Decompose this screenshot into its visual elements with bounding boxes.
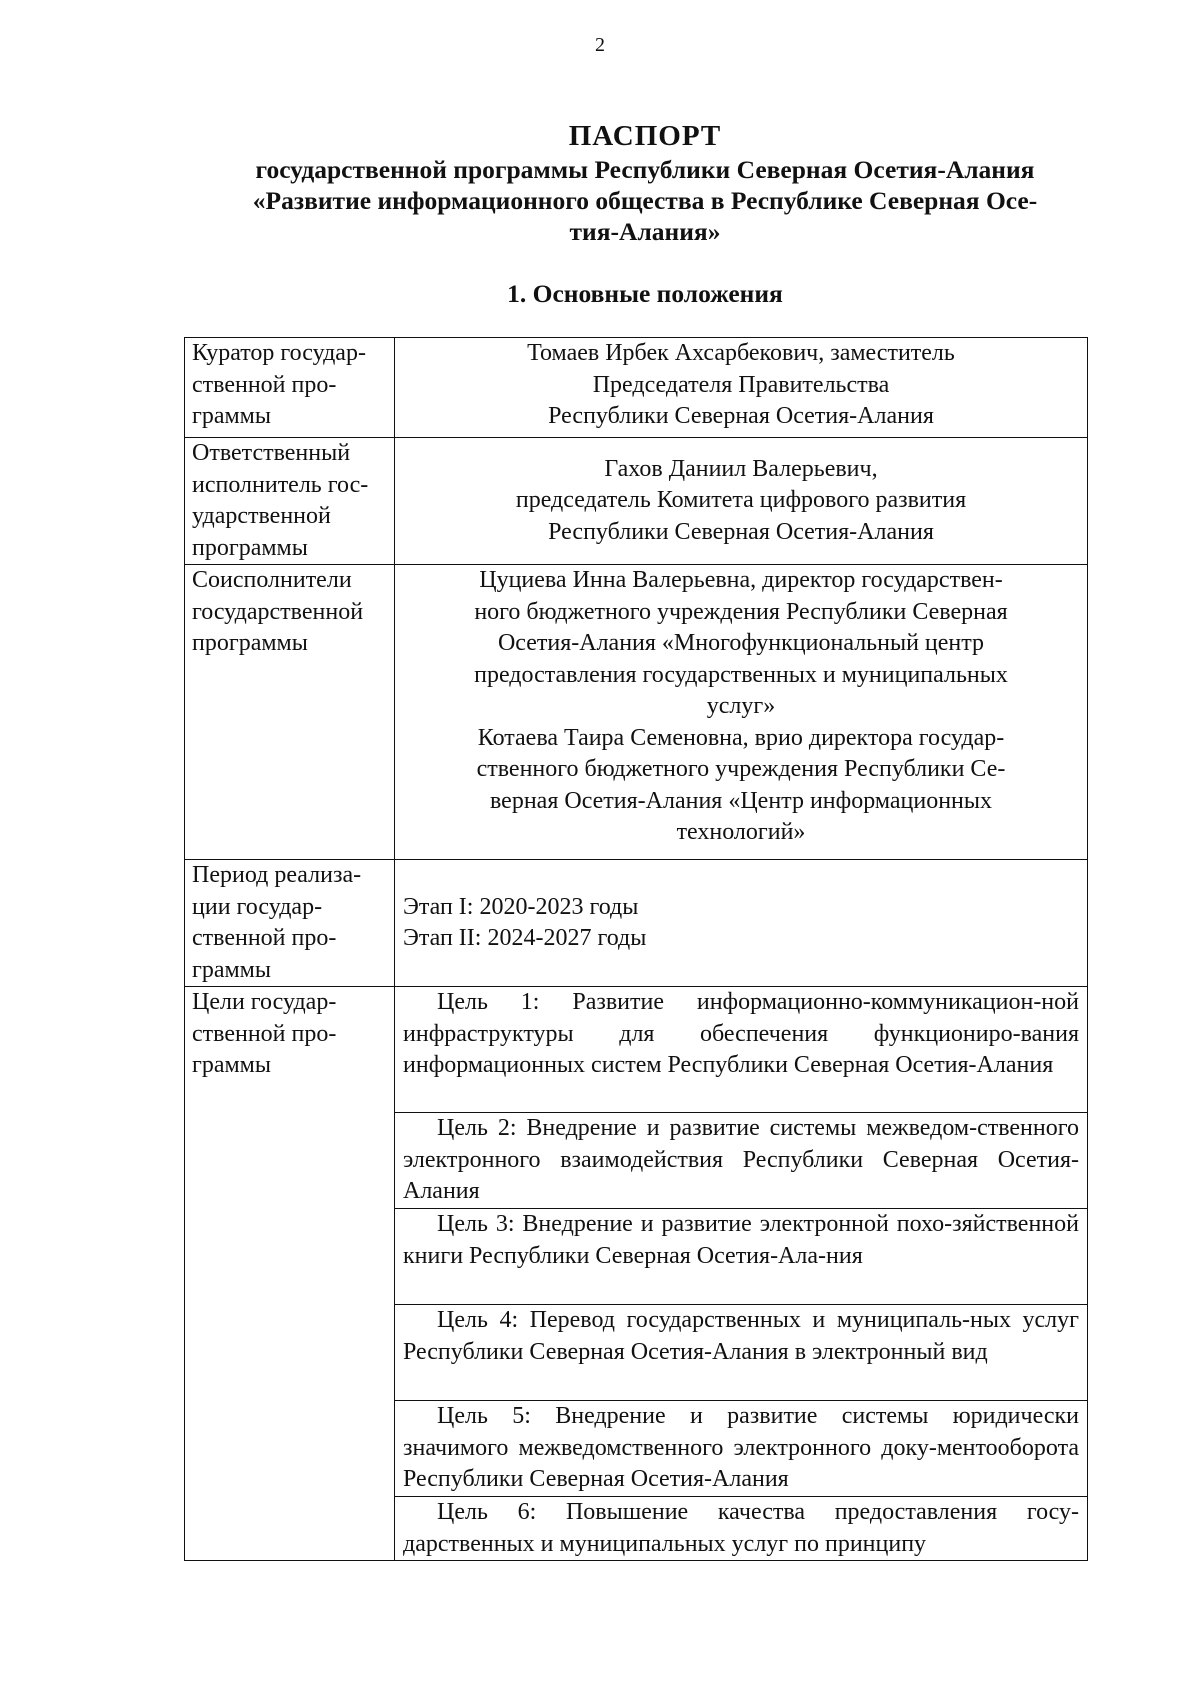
period-stage-1: Этап I: 2020-2023 годы [403, 893, 639, 920]
coexecutors-value-line: ственного бюджетного учреждения Республики Се- [476, 756, 1006, 782]
goal-cell-3: Цель 3: Внедрение и развитие электронной похо-зяйственной книги Республики Северная Осетия-Ала-ния [395, 1209, 1088, 1305]
curator-value-line: Республики Северная Осетия-Алания [548, 403, 934, 429]
coexecutors-value-line: Цуциева Инна Валерьевна, директор государствен- [479, 567, 1003, 593]
goals-label-line: граммы [192, 1052, 271, 1078]
curator-label-line: граммы [192, 403, 271, 429]
curator-label-cell [185, 338, 395, 438]
responsible-value-line: председатель Комитета цифрового развития [515, 487, 967, 514]
responsible-value-line: Республики Северная Осетия-Алания [548, 518, 934, 545]
responsible-value-cell [395, 438, 1088, 565]
document-title: ПАСПОРТ [568, 120, 722, 152]
document-subtitle-line-1: государственной программы Республики Северная Осетия-Алания [255, 155, 1035, 184]
responsible-label-line: исполнитель гос- [192, 471, 369, 498]
section-heading: 1. Основные положения [507, 279, 783, 308]
period-label-line: ции государ- [192, 893, 323, 920]
goal-cell-5: Цель 5: Внедрение и развитие системы юридически значимого межведомственного электронного доку-ментооборота Республики Северная Осетия-Алания [395, 1401, 1088, 1497]
curator-value-cell [395, 338, 1088, 438]
period-stage-2: Этап II: 2024-2027 годы [403, 925, 647, 951]
document-subtitle-line-3: тия-Алания» [569, 217, 721, 246]
curator-label-line: ственной про- [192, 371, 337, 398]
table-row-coexecutors [185, 565, 1088, 860]
goals-label-cell [185, 987, 395, 1561]
responsible-value-line: Гахов Даниил Валерьевич, [604, 455, 878, 482]
coexecutors-value-line: верная Осетия-Алания «Центр информационных [489, 787, 993, 814]
coexecutors-label-line: Соисполнители [192, 567, 352, 593]
document-title-block [180, 118, 1110, 247]
coexecutors-label-line: программы [192, 630, 308, 656]
curator-value-line: Томаев Ирбек Ахсарбекович, заместитель [527, 340, 955, 366]
goals-label-line: ственной про- [192, 1020, 337, 1047]
coexecutors-value-line: Котаева Таира Семеновна, врио директора государ- [477, 724, 1005, 751]
curator-value-line: Председателя Правительства [592, 371, 890, 398]
coexecutors-value-line: Осетия-Алания «Многофункциональный центр [497, 630, 985, 656]
table-row-period [185, 860, 1088, 987]
responsible-label-line: программы [192, 534, 308, 561]
table-row-goal-1 [185, 987, 1088, 1113]
page-number: 2 [595, 34, 605, 56]
passport-table [184, 337, 1088, 1561]
coexecutors-value-line: услуг» [706, 693, 776, 719]
coexecutors-value-line: ного бюджетного учреждения Республики Северная [474, 598, 1008, 625]
period-label-cell [185, 860, 395, 987]
coexecutors-label-cell [185, 565, 395, 860]
curator-label-line: Куратор государ- [192, 340, 366, 366]
period-label-line: ственной про- [192, 925, 337, 951]
coexecutors-value-line: технологий» [676, 819, 806, 845]
goals-label-line: Цели государ- [192, 989, 337, 1015]
responsible-label-line: Ответственный [192, 440, 351, 466]
goal-cell-1: Цель 1: Развитие информационно-коммуникацион-ной инфраструктуры для обеспечения функциониро-вания информационных систем Республики Северная Осетия-Алания [395, 987, 1088, 1113]
coexecutors-value-cell [395, 565, 1088, 860]
period-value-cell [395, 860, 1088, 987]
coexecutors-value-line: предоставления государственных и муниципальных [474, 661, 1008, 688]
period-label-line: граммы [192, 956, 271, 983]
table-row-responsible [185, 438, 1088, 565]
goal-cell-6: Цель 6: Повышение качества предоставления госу-дарственных и муниципальных услуг по принципу [395, 1497, 1088, 1561]
period-label-line: Период реализа- [192, 862, 362, 888]
responsible-label-cell [185, 438, 395, 565]
goal-cell-2: Цель 2: Внедрение и развитие системы межведом-ственного электронного взаимодействия Республики Северная Осетия-Алания [395, 1113, 1088, 1209]
coexecutors-label-line: государственной [192, 598, 364, 625]
goal-cell-4: Цель 4: Перевод государственных и муниципаль-ных услуг Республики Северная Осетия-Алания в электронный вид [395, 1305, 1088, 1401]
responsible-label-line: ударственной [192, 503, 331, 529]
table-row-curator [185, 338, 1088, 438]
document-subtitle-line-2: «Развитие информационного общества в Республике Северная Осе- [252, 186, 1038, 215]
